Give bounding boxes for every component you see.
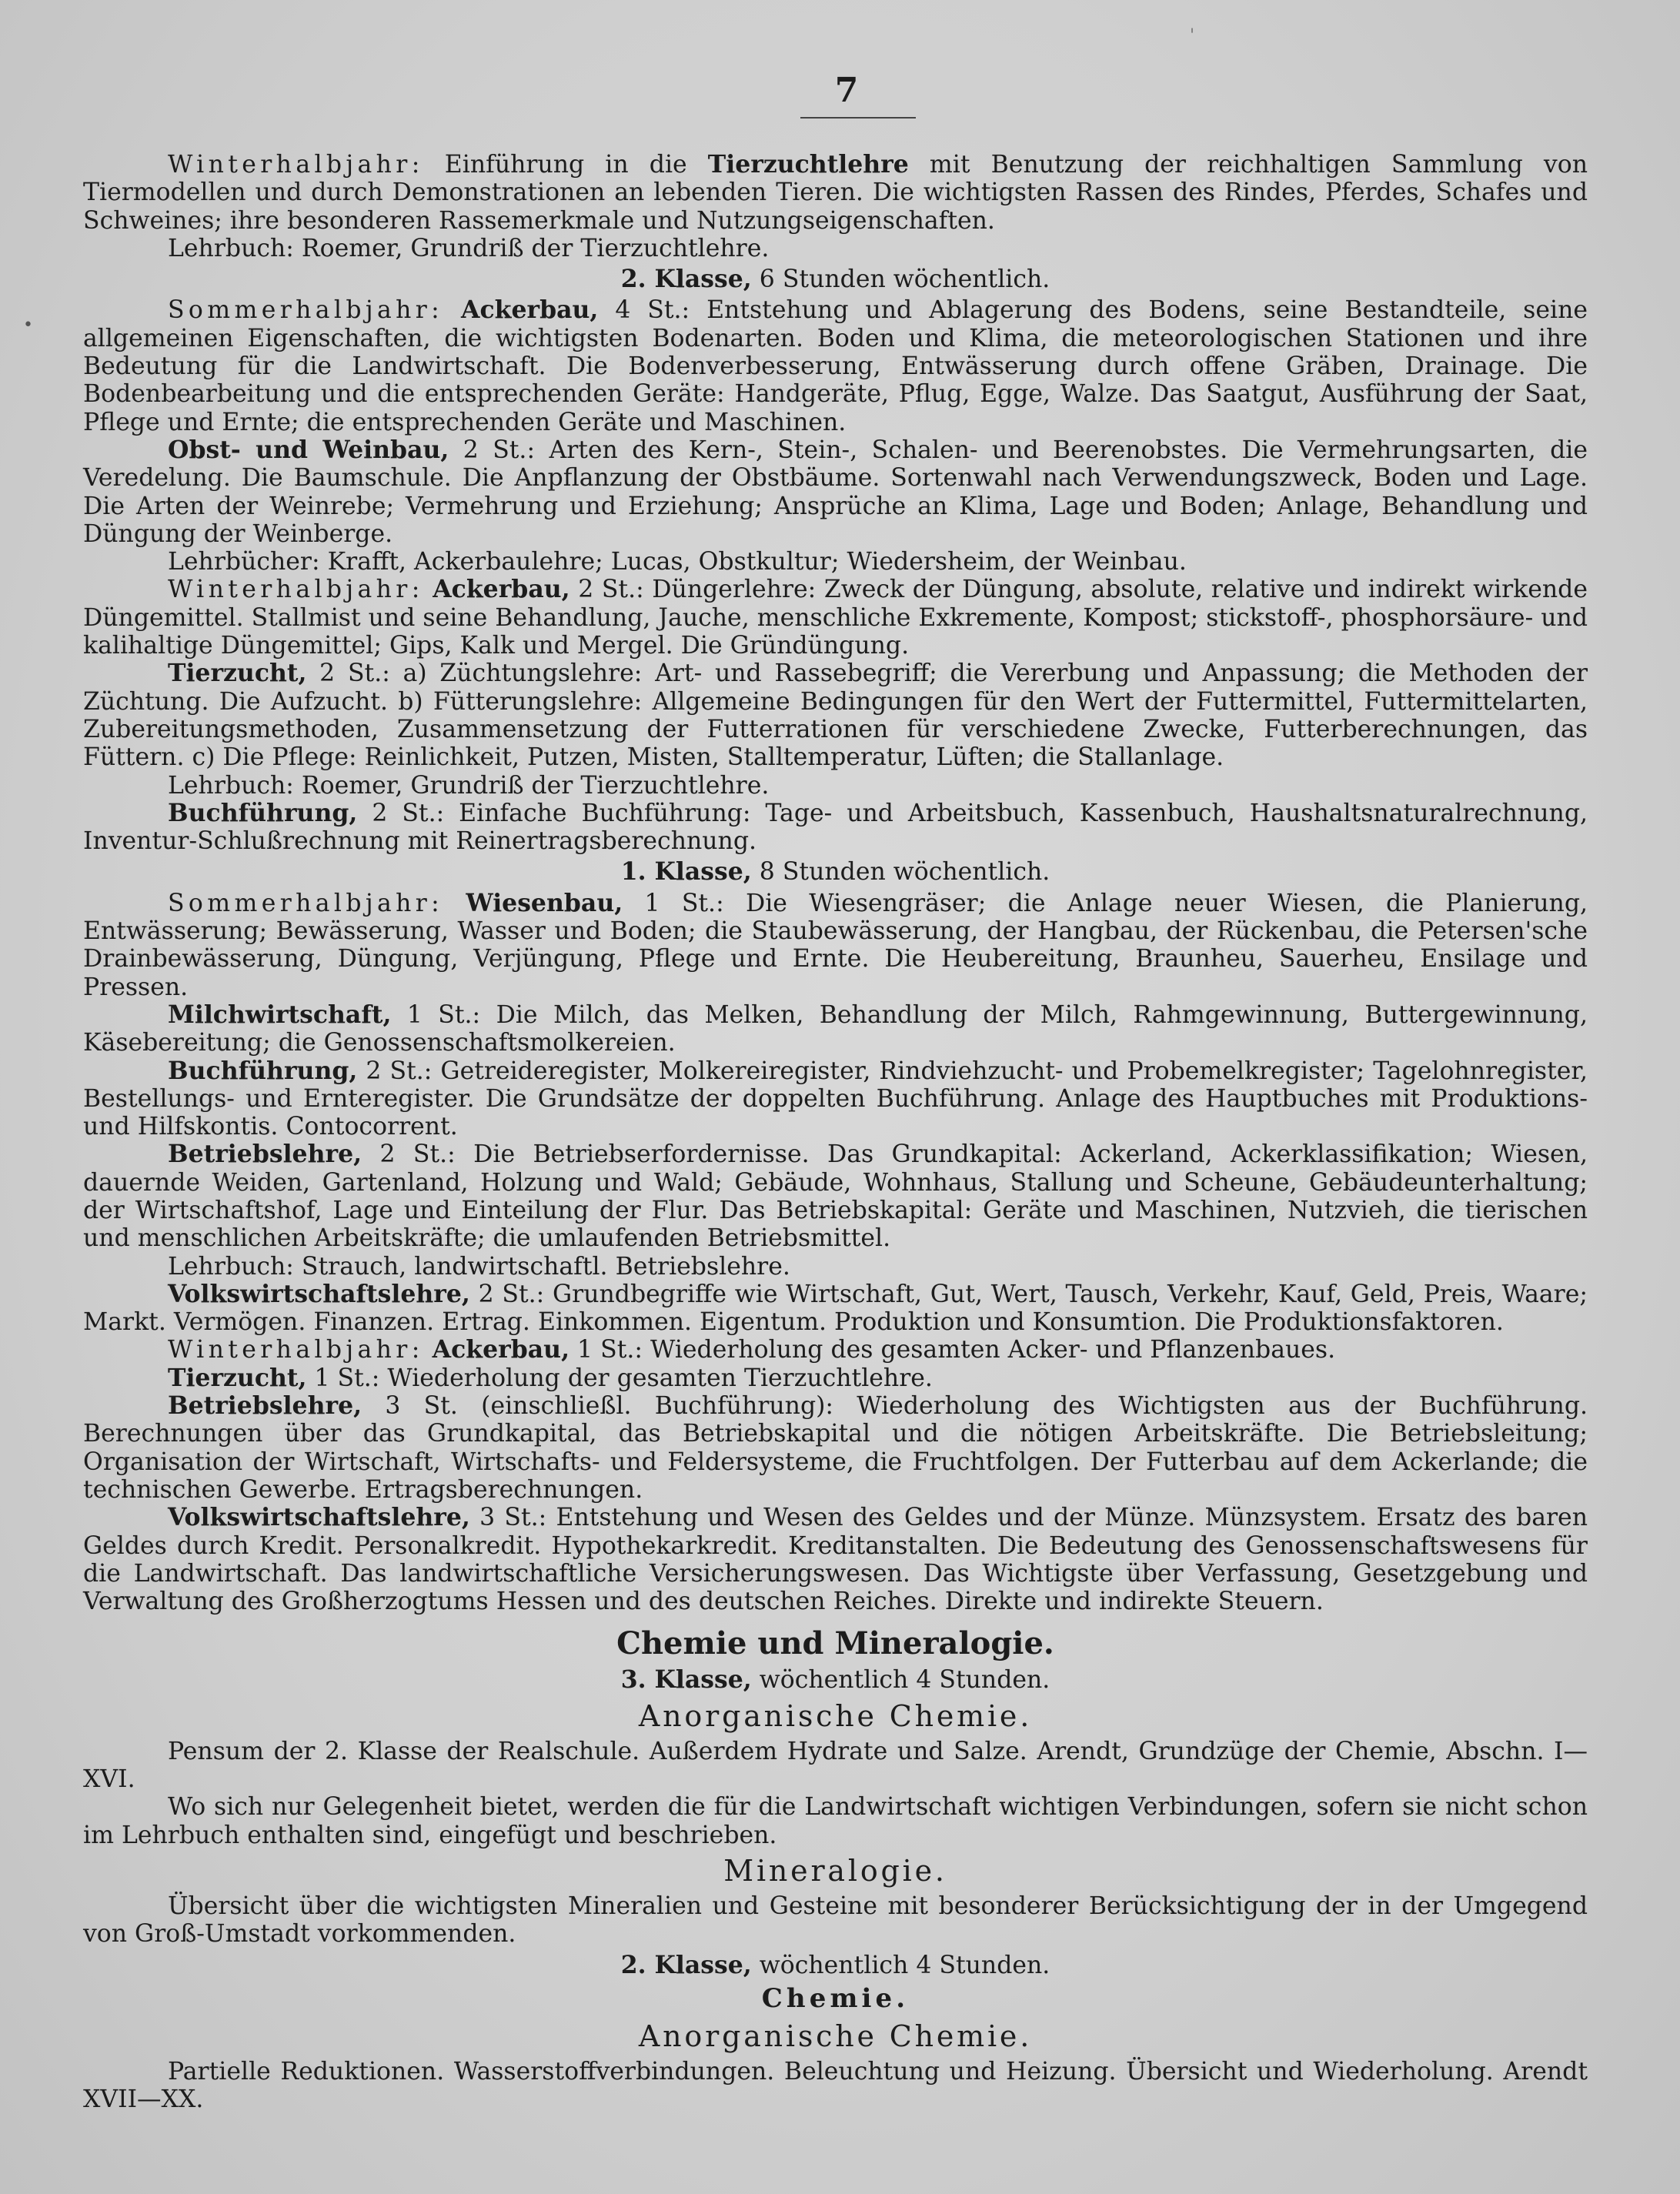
text: 2 St.: Getreideregister, Molkereiregister, Rindviehzucht- und Probemelkregister; Tagelohnregister, Bestellungs- und Ernteregister. Die Grundsätze der doppelten Buchführung. Anlage des Hauptbuches mit Produktions- und Hilfskontis. Contocorrent. — [83, 1057, 1588, 1141]
term-label: Winterhalbjahr: — [168, 576, 424, 604]
text: 3 St.: Entstehung und Wesen des Geldes und der Münze. Münzsystem. Ersatz des baren Geldes durch Kredit. Personalkredit. Hypothekarkredit. Kreditanstalten. Die Bedeutung des Genossenschaftswesens für die Landwirtschaft. Das landwirtschaftliche Versicherungswesen. Das Wichtigste über Verfassung, Gesetzgebung und Verwaltung des Großherzogtums Hessen und des deutschen Reiches. Direkte und indirekte Steuern. — [83, 1504, 1588, 1616]
paragraph-wiesenbau — [83, 890, 1588, 1001]
paragraph-verbindungen: Wo sich nur Gelegenheit bietet, werden die für die Landwirtschaft wichtigen Verbindungen, sofern sie nicht schon im Lehrbuch enthalten sind, eingefügt und beschrieben. — [83, 1793, 1588, 1849]
paragraph-betriebslehre — [83, 1140, 1588, 1252]
paragraph-buchfuehrung — [83, 1057, 1588, 1141]
text: 2 St.: Düngerlehre: Zweck der Düngung, absolute, relative und indirekt wirkende Düngemittel. Stallmist und seine Behandlung, Jauche, menschliche Exkremente, Kompost; stickstoff-, phosphorsäure- und kalihaltige Düngemittel; Gips, Kalk und Mergel. Die Gründüngung. — [83, 576, 1588, 660]
text: 3 St. (einschließl. Buchführung): Wiederholung des Wichtigsten aus der Buchführung. Berechnungen über das Grundkapital, das Betriebskapital und die nötigen Arbeitskräfte. Die Betriebsleitung; Organisation der Wirtschaft, Wirtschafts- und Feldersysteme, die Fruchtfolgen. Der Futterbau auf dem Ackerlande; die technischen Gewerbe. Ertragsberechnungen. — [83, 1392, 1588, 1504]
term-label: Sommerhalbjahr: — [168, 889, 444, 917]
paragraph-ackerbau-winter — [83, 1336, 1588, 1364]
subject-label: Ackerbau, — [423, 1335, 570, 1364]
subject-label: Betriebslehre, — [168, 1140, 362, 1169]
paragraph-tierzucht-winter — [83, 1364, 1588, 1392]
page-number: 7 — [834, 71, 859, 110]
textbook-line: Lehrbuch: Roemer, Grundriß der Tierzuchtlehre. — [168, 771, 770, 800]
subsection-title-mineralogie: Mineralogie. — [723, 1853, 947, 1888]
subject-label: Volkswirtschaftslehre, — [168, 1279, 470, 1308]
text: 1 St.: Wiederholung der gesamten Tierzuchtlehre. — [306, 1364, 933, 1392]
class-hours: 6 Stunden wöchentlich. — [751, 265, 1050, 294]
subject-label: Obst- und Weinbau, — [168, 435, 449, 464]
paragraph-reduktionen: Partielle Reduktionen. Wasserstoffverbindungen. Beleuchtung und Heizung. Übersicht und Wiederholung. Arendt XVII—XX. — [83, 2057, 1588, 2114]
text: 1 St.: Die Wiesengräser; die Anlage neuer Wiesen, die Planierung, Entwässerung; Bewässerung, Wasser und Boden; die Staubewässerung, der Hangbau, der Rückenbau, die Petersen'sche Drainbewässerung, Düngung, Verjüngung, Pflege und Ernte. Die Heubereitung, Braunheu, Sauerheu, Ensilage und Pressen. — [83, 889, 1588, 1001]
class-label: 1. Klasse, — [620, 857, 752, 887]
textbook-line: Lehrbücher: Krafft, Ackerbaulehre; Lucas, Obstkultur; Wiedersheim, der Weinbau. — [168, 548, 1187, 576]
paragraph-milchwirtschaft — [83, 1001, 1588, 1057]
text: 2 St.: a) Züchtungslehre: Art- und Rassebegriff; die Vererbung und Anpassung; die Methoden der Züchtung. Die Aufzucht. b) Fütterungslehre: Allgemeine Bedingungen für den Wert der Futtermittel, Futtermittelarten, Zubereitungsmethoden, Zusammensetzung der Futterrationen für verschiedene Zwecke, Futterberechnungen, das Füttern. c) Die Pflege: Reinlichkeit, Putzen, Misten, Stalltemperatur, Lüften; die Stallanlage. — [83, 660, 1588, 772]
subject-label: Tierzuchtlehre — [707, 150, 909, 179]
class-hours: 8 Stunden wöchentlich. — [751, 858, 1050, 887]
paragraph-pensum: Pensum der 2. Klasse der Realschule. Außerdem Hydrate und Salze. Arendt, Grundzüge der Chemie, Abschn. I—XVI. — [83, 1737, 1588, 1794]
margin-mark: • — [23, 316, 33, 335]
class-label: 2. Klasse, — [620, 1950, 752, 1979]
text: 2 St.: Arten des Kern-, Stein-, Schalen- und Beerenobstes. Die Vermehrungsarten, die Veredelung. Die Baumschule. Die Anpflanzung der Obstbäume. Sortenwahl nach Verwendungszweck, Boden und Lage. Die Arten der Weinrebe; Vermehrung und Erziehung; Ansprüche an Klima, Lage und Boden; Anlage, Behandlung und Düngung der Weinberge. — [83, 436, 1588, 548]
term-label: Sommerhalbjahr: — [168, 296, 444, 325]
subject-label: Buchführung, — [168, 798, 358, 827]
class-heading-2 — [83, 265, 1588, 293]
subject-label: Milchwirtschaft, — [168, 1000, 392, 1029]
paragraph-mineralien: Übersicht über die wichtigsten Mineralien und Gesteine mit besonderer Berücksichtigung der in der Umgegend von Groß-Umstadt vorkommenden. — [83, 1892, 1588, 1949]
text: Einführung in die — [423, 151, 708, 179]
paragraph-ackerbau-summer — [83, 296, 1588, 436]
class-heading-1 — [83, 858, 1588, 886]
paragraph-ackerbau-winter — [83, 576, 1588, 660]
subject-label: Tierzucht, — [168, 1363, 307, 1392]
text: 1 St.: Die Milch, das Melken, Behandlung der Milch, Rahmgewinnung, Buttergewinnung, Käsebereitung; die Genossenschaftsmolkereien. — [83, 1000, 1588, 1057]
paragraph-winter-tierzucht — [83, 151, 1588, 235]
subject-label: Ackerbau, — [423, 575, 570, 604]
class-label: 2. Klasse, — [620, 265, 752, 294]
class-label: 3. Klasse, — [620, 1665, 752, 1695]
class-heading-2-chemie — [83, 1952, 1588, 1979]
margin-mark: ' — [1190, 26, 1195, 45]
paragraph-volkswirtschaft-winter — [83, 1504, 1588, 1615]
subject-label: Buchführung, — [168, 1056, 358, 1085]
class-hours: wöchentlich 4 Stunden. — [751, 1951, 1050, 1979]
paragraph-buchfuehrung — [83, 800, 1588, 856]
paragraph-obstbau — [83, 436, 1588, 548]
section-title-chemie-mineralogie: Chemie und Mineralogie. — [616, 1625, 1054, 1662]
text: 2 St.: Die Betriebserfordernisse. Das Grundkapital: Ackerland, Ackerklassifikation; Wiesen, dauernde Weiden, Gartenland, Holzung und Wald; Gebäude, Wohnhaus, Stallung und Scheune, Gebäudeunterhaltung; der Wirtschaftshof, Lage und Einteilung der Flur. Das Betriebskapital: Geräte und Maschinen, Nutzvieh, die tierischen und menschlichen Arbeitskräfte; die umlaufenden Betriebsmittel. — [83, 1140, 1588, 1253]
text: 2 St.: Einfache Buchführung: Tage- und Arbeitsbuch, Kassenbuch, Haushaltsnaturalrechnung, Inventur-Schlußrechnung mit Reinertragsberechnung. — [83, 799, 1588, 856]
text: 4 St.: Entstehung und Ablagerung des Bodens, seine Bestandteile, seine allgemeinen Eigenschaften, die wichtigsten Bodenarten. Boden und Klima, die meteorologischen Stationen und ihre Bedeutung für die Landwirtschaft. Die Bodenverbesserung, Entwässerung durch offene Gräben, Drainage. Die Bodenbearbeitung und die entsprechenden Geräte: Handgeräte, Pflug, Egge, Walze. Das Saatgut, Ausführung der Saat, Pflege und Ernte; die entsprechenden Geräte und Maschinen. — [83, 296, 1588, 436]
class-hours: wöchentlich 4 Stunden. — [751, 1666, 1050, 1695]
paragraph-betriebslehre-winter — [83, 1392, 1588, 1504]
subject-label: Volkswirtschaftslehre, — [168, 1503, 470, 1532]
subject-label: Ackerbau, — [443, 296, 599, 325]
subject-label: Tierzucht, — [168, 659, 307, 688]
subject-label: Betriebslehre, — [168, 1391, 362, 1421]
subject-label: Wiesenbau, — [443, 888, 623, 917]
subsection-title-chemie: Chemie. — [761, 1982, 910, 2014]
page-number-rule — [800, 117, 916, 119]
textbook-line: Lehrbuch: Strauch, landwirtschaftl. Betriebslehre. — [168, 1252, 790, 1281]
paragraph-volkswirtschaft — [83, 1281, 1588, 1337]
subsection-title-anorganische-chemie: Anorganische Chemie. — [638, 1698, 1033, 1733]
term-label: Winterhalbjahr: — [168, 151, 424, 179]
textbook-line: Lehrbuch: Roemer, Grundriß der Tierzuchtlehre. — [168, 234, 770, 262]
document-body — [83, 151, 1588, 2113]
text: 1 St.: Wiederholung des gesamten Acker- und Pflanzenbaues. — [569, 1336, 1336, 1364]
text: mit Benutzung der reichhaltigen Sammlung von Tiermodellen und durch Demonstrationen an lebenden Tieren. Die wichtigsten Rassen des Rindes, Pferdes, Schafes und Schweines; ihre besonderen Rassemerkmale und Nutzungseigenschaften. — [83, 151, 1588, 235]
text: 2 St.: Grundbegriffe wie Wirtschaft, Gut, Wert, Tausch, Verkehr, Kauf, Geld, Preis, Waare; Markt. Vermögen. Finanzen. Ertrag. Einkommen. Eigentum. Produktion und Konsumtion. Die Produktionsfaktoren. — [83, 1280, 1588, 1337]
term-label: Winterhalbjahr: — [168, 1336, 424, 1364]
class-heading-3 — [83, 1666, 1588, 1694]
paragraph-tierzucht — [83, 660, 1588, 771]
subsection-title-anorganische-chemie: Anorganische Chemie. — [638, 2019, 1033, 2053]
